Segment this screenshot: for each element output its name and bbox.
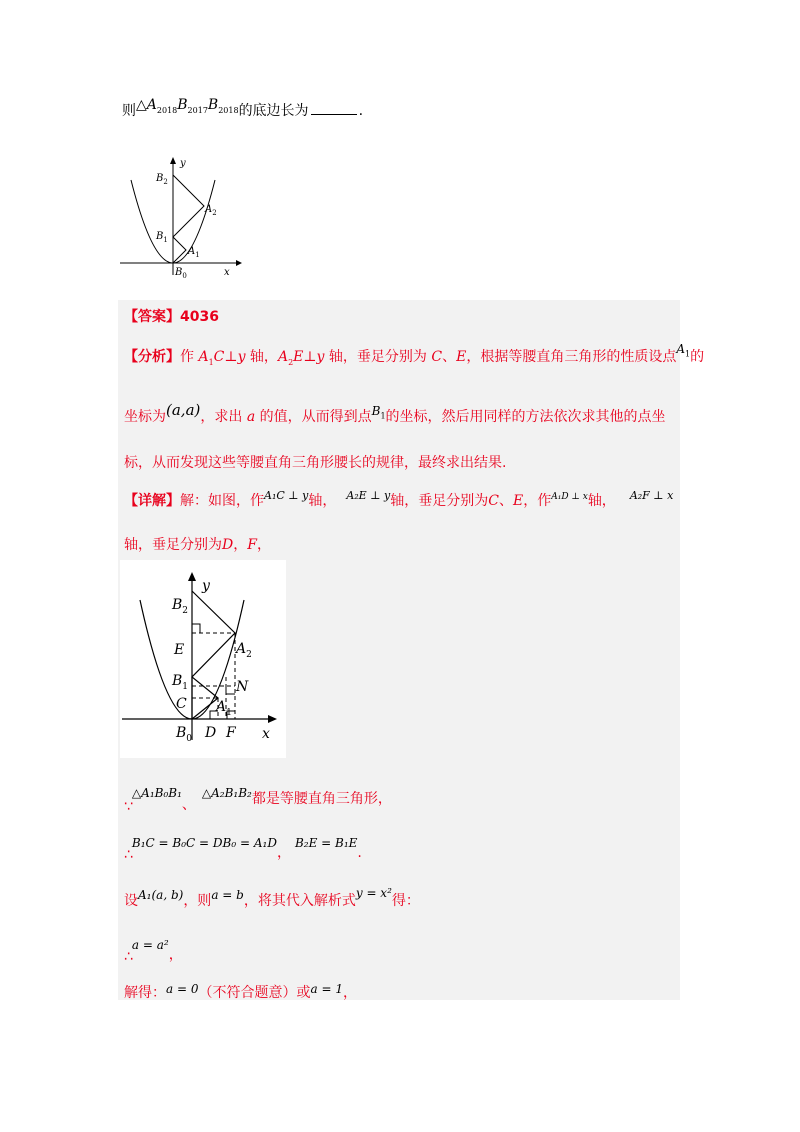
svg-text:B2: $B_2$ (156, 173, 168, 186)
svg-text:B0: $B_0$ (176, 725, 193, 744)
svg-text:B1: $B_1$ (156, 231, 168, 244)
answer-tag: 【答案】 (124, 309, 180, 325)
svg-text:B0: $B_0$ (175, 267, 187, 280)
proof-line-1: ∵△A₁B₀B₁、△A₂B₁B₂都是等腰直角三角形， (124, 786, 392, 815)
figure-parabola-small (118, 150, 248, 280)
proof-line-3: 设A₁(a, b)，则a = b，将其代入解析式y = x²得： (124, 886, 420, 909)
fig2-x-label: x (262, 726, 270, 742)
question-suffix: 的底边长为 (238, 103, 309, 119)
detail-line-2: 轴，垂足分别为D，F， (124, 537, 271, 553)
answer-blank (311, 102, 357, 115)
fig1-x-label: x (224, 267, 230, 278)
fig1-y-label: y (180, 158, 186, 169)
svg-text:A2: $A_2$ (205, 204, 217, 217)
analysis-line-3: 标，从而发现这些等腰直角三角形腰长的规律，最终求出结果. (124, 455, 507, 471)
analysis-line-1: 【分析】作 $A_1C\perp y$ 轴，$A_2E\perp y$ 轴，垂足分别为 C、E，根据等腰直角三角形的性质设点$A_1$的 (124, 342, 705, 367)
proof-line-4: ∴a = a²， (124, 938, 183, 965)
svg-text:A1: $A_1$ (216, 699, 232, 718)
svg-text:N: N (236, 679, 249, 695)
question-line: 则$\triangle A_{2018}B_{2017}B_{2018}$的底边长为 . (122, 97, 364, 119)
figure-parabola-detailed (120, 560, 286, 758)
svg-text:E: E (174, 642, 185, 658)
question-prefix: 则 (122, 103, 136, 119)
svg-text:B2: $B_2$ (172, 597, 189, 616)
answer-line (124, 306, 219, 326)
analysis-line-2: 坐标为(a,a)，求出 a 的值，从而得到点$B_1$的坐标，然后用同样的方法依次求其他的点坐 (124, 401, 666, 425)
svg-text:A2: $A_2$ (236, 641, 252, 660)
proof-line-5: 解得：a = 0（不符合题意）或a = 1， (124, 982, 357, 1001)
svg-text:A1: $A_1$ (188, 246, 200, 259)
triangle-label: $\triangle A_{2018}B_{2017}B_{2018}$ (136, 97, 239, 115)
svg-text:C: C (176, 696, 187, 712)
detail-tag: 【详解】 (124, 493, 180, 509)
fig2-y-label: y (202, 578, 210, 594)
svg-text:F: F (226, 725, 236, 741)
svg-text:B1: $B_1$ (172, 673, 189, 692)
proof-line-2: ∴B₁C = B₀C = DB₀ = A₁D，B₂E = B₁E. (124, 836, 362, 863)
svg-text:D: D (205, 725, 217, 741)
answer-value: 4036 (180, 309, 219, 325)
detail-line-1: 【详解】解：如图，作$^{A_1C \perp y}$轴， $^{A_2E \perp y}$轴，垂足分别为C、E，作$^{A_1D \perp x}$轴， $^{A_2F \perp x}$ (124, 489, 674, 509)
analysis-tag: 【分析】 (124, 349, 180, 365)
